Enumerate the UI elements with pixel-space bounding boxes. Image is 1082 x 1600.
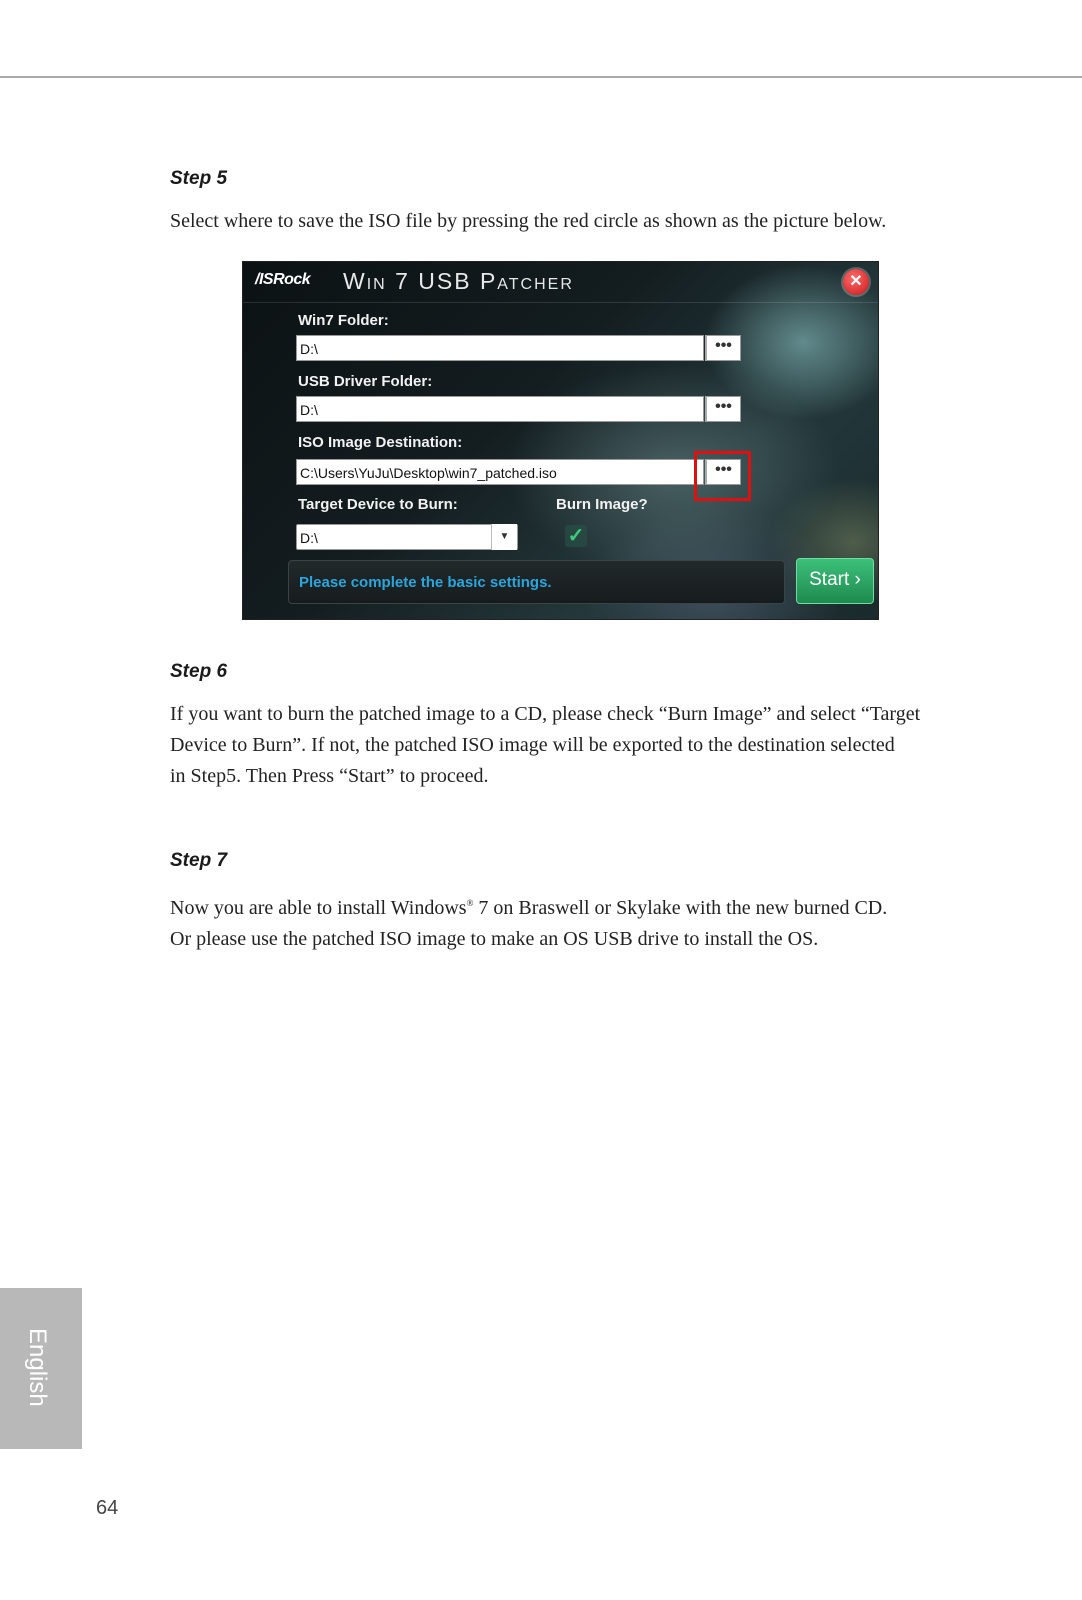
- red-highlight-box: [694, 451, 751, 501]
- status-bar: [288, 560, 785, 604]
- language-label: English: [24, 1328, 51, 1407]
- win7-folder-browse-button[interactable]: •••: [705, 335, 741, 361]
- step5-line: Select where to save the ISO file by pressing the red circle as shown as the picture below.: [170, 210, 887, 232]
- win7-folder-label: Win7 Folder:: [298, 312, 389, 329]
- usb-patcher-screenshot: [242, 261, 879, 620]
- close-button[interactable]: [843, 269, 869, 295]
- target-device-select[interactable]: D:\: [296, 524, 518, 550]
- step7-line-1-end: 7 on Braswell or Skylake with the new burned CD.: [473, 897, 888, 919]
- registered-mark: ®: [466, 898, 474, 908]
- chevron-down-icon[interactable]: ▼: [491, 524, 517, 550]
- burn-image-label: Burn Image?: [556, 496, 648, 513]
- iso-destination-field[interactable]: C:\Users\YuJu\Desktop\win7_patched.iso: [296, 459, 704, 485]
- language-side-tab: [0, 1288, 82, 1449]
- win7-folder-field[interactable]: D:\: [296, 335, 704, 361]
- step6-line-2: Device to Burn”. If not, the patched ISO image will be exported to the destination selected: [170, 734, 895, 756]
- close-icon: ✕: [849, 273, 863, 290]
- step5-text: [170, 206, 950, 237]
- page-number: 64: [96, 1497, 119, 1519]
- step6-text: [170, 699, 950, 792]
- app-titlebar: [243, 262, 878, 303]
- burn-image-checkbox[interactable]: ✓: [565, 525, 587, 547]
- status-text: Please complete the basic settings.: [299, 574, 552, 591]
- step5-title: Step 5: [170, 168, 228, 189]
- header-rule: [0, 76, 1082, 78]
- step7-line-1-start: Now you are able to install Windows: [170, 897, 467, 919]
- iso-destination-label: ISO Image Destination:: [298, 434, 463, 451]
- usb-driver-folder-browse-button[interactable]: •••: [705, 396, 741, 422]
- start-button[interactable]: Start ›: [796, 558, 874, 604]
- step7-line-2: Or please use the patched ISO image to make an OS USB drive to install the OS.: [170, 928, 819, 950]
- target-device-label: Target Device to Burn:: [298, 496, 458, 513]
- step7-title: Step 7: [170, 850, 228, 871]
- usb-driver-folder-field[interactable]: D:\: [296, 396, 704, 422]
- app-title: Win 7 USB Patcher: [343, 268, 574, 294]
- step6-line-1: If you want to burn the patched image to a CD, please check “Burn Image” and select “Target: [170, 703, 921, 725]
- step7-text: [170, 888, 950, 955]
- asrock-logo: /ISRock: [255, 271, 311, 288]
- step7-line-1: [170, 888, 950, 924]
- step6-line-3: in Step5. Then Press “Start” to proceed.: [170, 765, 489, 787]
- step6-title: Step 6: [170, 661, 228, 682]
- iso-destination-browse-button[interactable]: •••: [705, 459, 741, 485]
- usb-driver-folder-label: USB Driver Folder:: [298, 373, 433, 390]
